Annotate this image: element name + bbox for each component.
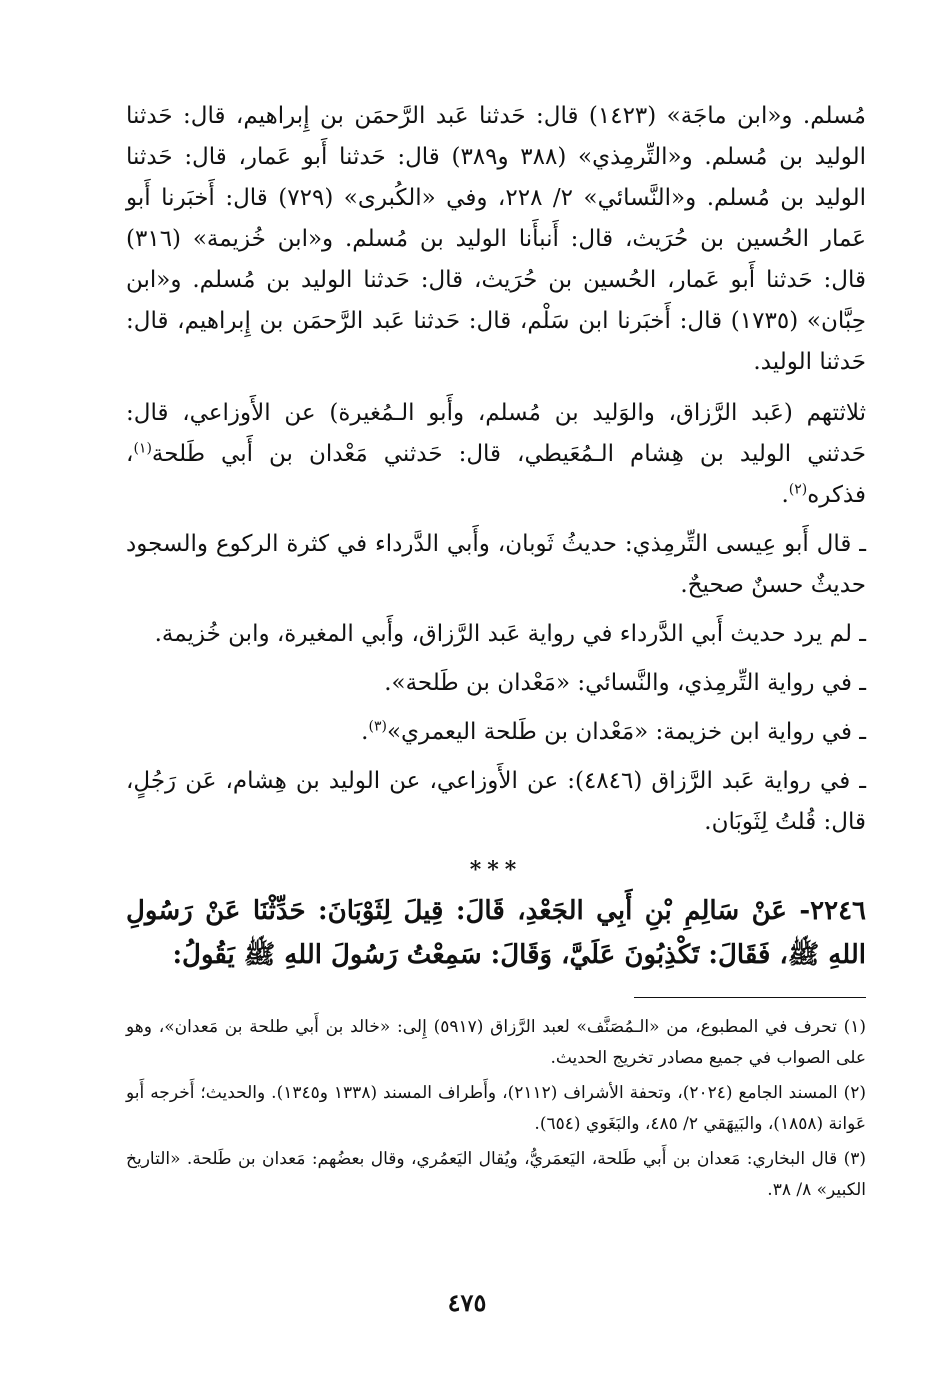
footnote-separator-line [634, 997, 866, 998]
footnote-2: (٢) المسند الجامع (٢٠٢٤)، وتحفة الأشراف (٢١١٢)، وأَطراف المسند (١٣٣٨ و١٣٤٥). والحديث؛ أَخرجه أَبو عَوانة (١٨٥٨)، والبَيهَقي ٢/ ٤٨٥، والبَغَوي (٦٥٤). [126, 1083, 866, 1134]
chain-text-end: . [781, 482, 789, 508]
note-abu-darda: ـ لم يرد حديث أَبي الدَّرداء في رواية عَبد الرَّزاق، وأَبي المغيرة، وابن خُزيمة. [154, 621, 866, 647]
note-ibn-khuzaymah-text: ـ في رواية ابن خزيمة: «مَعْدان بن طَلحة اليعمري» [386, 719, 866, 745]
page-number: ٤٧٥ [447, 1288, 487, 1317]
footnote-1: (١) تحرف في المطبوع، من «الـمُصَنَّف» لعبد الرَّزاق (٥٩١٧) إِلى: «خالد بن أَبي طلحة بن مَعدان»، وهو على الصواب في جميع مصادر تخريج الحديث. [126, 1017, 867, 1068]
section-separator-stars: *** [469, 857, 523, 883]
takhrij-paragraph: مُسلم. و«ابن ماجَة» (١٤٢٣) قال: حَدثنا عَبد الرَّحمَن بن إِبراهيم، قال: حَدثنا الوليد بن مُسلم. و«التِّرمِذي» (٣٨٨ و٣٨٩) قال: حَدثنا أَبو عَمار، قال: حَدثنا الوليد بن مُسلم. و«النَّسائي» ٢/ ٢٢٨، وفي «الكُبرى» (٧٢٩) قال: أَخبَرنا أَبو عَمار الحُسين بن حُرَيث، قال: أَنبأَنا الوليد بن مُسلم. و«ابن خُزيمة» (٣١٦) قال: حَدثنا أَبو عَمار، الحُسين بن حُرَيث، قال: حَدثنا الوليد بن مُسلم. و«ابن حِبَّان» (١٧٣٥) قال: أَخبَرنا ابن سَلْم، قال: حَدثنا عَبد الرَّحمَن بن إِبراهيم، قال: حَدثنا الوليد. [126, 103, 866, 375]
note-ibn-khuzaymah [126, 712, 866, 753]
chain-paragraph [126, 393, 866, 516]
note-abd-al-razzaq: ـ في رواية عَبد الرَّزاق (٤٨٤٦): عن الأَوزاعي، عن الوليد بن هِشام، عَن رَجُلٍ، قال: قُلتُ لِثَوبَان. [126, 768, 867, 835]
main-text [126, 96, 866, 843]
hadith-2246: ٢٢٤٦- عَنْ سَالِمِ بْنِ أَبِي الجَعْدِ، قَالَ: قِيلَ لِثَوْبَانَ: حَدِّثْنَا عَنْ رَسُولِ اللهِ ﷺ، فَقَالَ: تَكْذِبُونَ عَلَيَّ، وَقَالَ: سَمِعْتُ رَسُولَ اللهِ ﷺ يَقُولُ: [126, 896, 866, 970]
footnote-ref-1[interactable]: (١) [133, 440, 152, 457]
notes-list [126, 524, 866, 843]
footnote-3: (٣) قال البخاري: مَعدان بن أَبي طَلحة، اليَعمَريُّ، ويُقال اليَعمُري، وقال بعضُهم: مَعدان بن طَلحة. «التاريخ الكبير» ٨/ ٣٨. [126, 1149, 866, 1200]
book-page [126, 96, 866, 1366]
footnotes [126, 1012, 866, 1206]
chain-text-mid: ، فذكره [126, 441, 866, 508]
note-ibn-khuzaymah-end: . [361, 719, 369, 745]
chain-text: ثلاثتهم (عَبد الرَّزاق، والوَليد بن مُسلم، وأَبو الـمُغيرة) عن الأَوزاعي، قال: حَدثني الوليد بن هِشام الـمُعَيطي، قال: حَدثني مَعْدان بن أَبي طَلحة [126, 400, 866, 467]
note-tirmidhi-grading: ـ قال أَبو عِيسى التِّرمِذي: حديثُ ثَوبان، وأَبي الدَّرداء في كثرة الركوع والسجود حديثٌ حسنٌ صحيحٌ. [126, 531, 866, 598]
note-tirmidhi-nasai: ـ في رواية التِّرمِذي، والنَّسائي: «مَعْدان بن طَلحة». [384, 670, 866, 696]
footnote-ref-3[interactable]: (٣) [368, 718, 387, 735]
footnote-ref-2[interactable]: (٢) [788, 481, 808, 498]
